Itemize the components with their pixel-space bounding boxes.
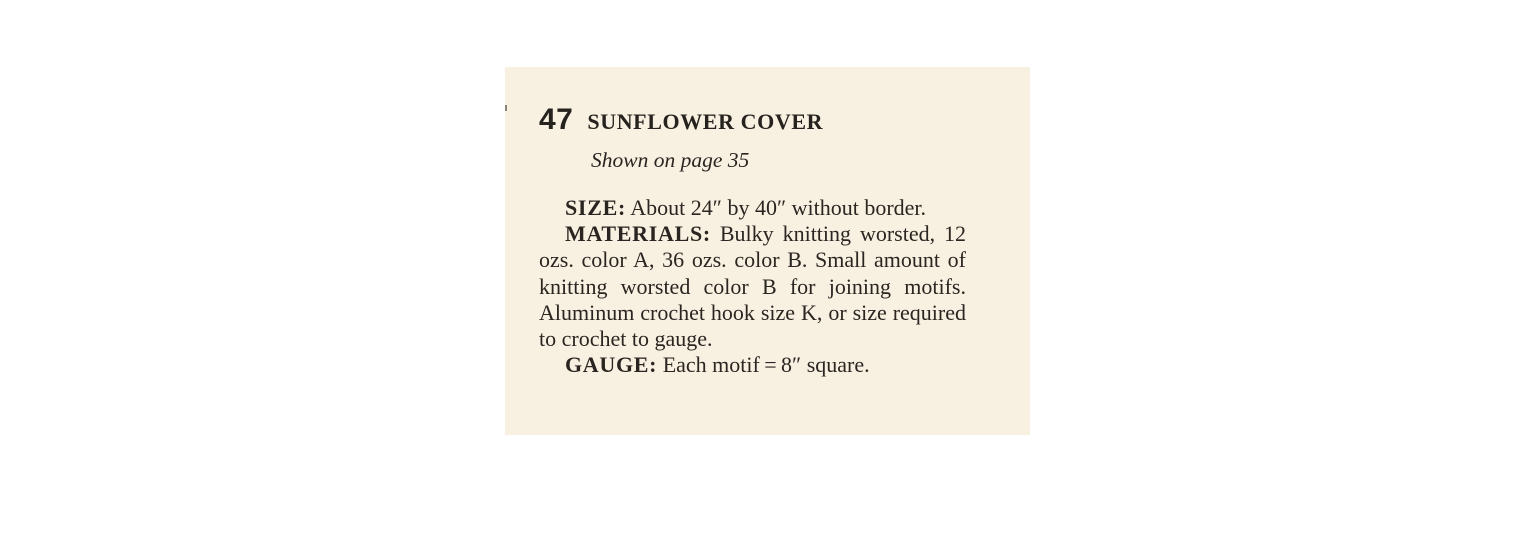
size-paragraph bbox=[539, 195, 966, 221]
pattern-number: 47 bbox=[539, 103, 574, 136]
pattern-title: SUNFLOWER COVER bbox=[587, 109, 824, 134]
page-reference: Shown on page 35 bbox=[591, 148, 750, 172]
pattern-heading bbox=[539, 103, 966, 143]
materials-text: Bulky knitting worsted, 12 ozs. color A, 36 ozs. color B. Small amount of knitting worsted color B for joining motifs. Aluminum crochet hook size K, or size required to crochet to gauge. bbox=[539, 221, 967, 352]
materials-label: MATERIALS: bbox=[565, 221, 711, 247]
magazine-clipping bbox=[505, 67, 1030, 435]
size-text: About 24″ by 40″ without border. bbox=[630, 195, 927, 220]
print-speck bbox=[505, 105, 507, 111]
gauge-paragraph bbox=[539, 352, 966, 378]
gauge-text: Each motif = 8″ square. bbox=[662, 352, 870, 378]
size-label: SIZE: bbox=[565, 195, 626, 220]
pattern-text-block bbox=[539, 103, 967, 378]
materials-paragraph bbox=[539, 221, 966, 352]
gauge-label: GAUGE: bbox=[565, 352, 658, 378]
